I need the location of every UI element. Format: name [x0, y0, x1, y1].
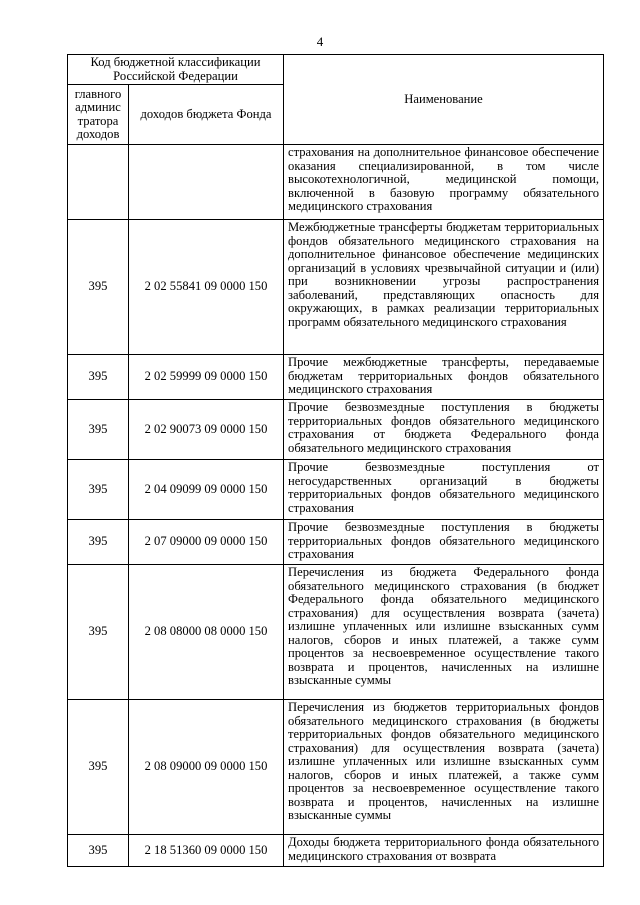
name-cell: Прочие безвозмездные поступления в бюджеты территориальных фондов обязательного медицинского страхования	[284, 520, 604, 565]
income-column-header: доходов бюджета Фонда	[129, 85, 284, 145]
income-code-cell: 2 02 59999 09 0000 150	[129, 355, 284, 400]
name-cell: Прочие межбюджетные трансферты, передаваемые бюджетам территориальных фондов обязательного медицинского страхования	[284, 355, 604, 400]
admin-code-cell	[68, 145, 129, 220]
page-number: 4	[316, 34, 324, 49]
admin-code-cell: 395	[68, 460, 129, 520]
income-code-cell	[129, 145, 284, 220]
table-row	[68, 400, 604, 460]
income-code-cell: 2 04 09099 09 0000 150	[129, 460, 284, 520]
table-row	[68, 220, 604, 355]
admin-code-cell: 395	[68, 565, 129, 700]
name-cell: страхования на дополнительное финансовое обеспечение оказания специализированной, в том числе высокотехнологичной, медицинской помощи, включенной в базовую программу обязательного медицинского страхования	[284, 145, 604, 220]
kbk-group-header: Код бюджетной классификации Российской Федерации	[68, 55, 284, 85]
name-column-header: Наименование	[284, 55, 604, 145]
header-row-1	[68, 55, 604, 85]
admin-column-header: главного админис тратора доходов	[68, 85, 129, 145]
admin-code-cell: 395	[68, 400, 129, 460]
admin-code-cell: 395	[68, 520, 129, 565]
table-row	[68, 355, 604, 400]
income-code-cell: 2 18 51360 09 0000 150	[129, 835, 284, 867]
admin-code-cell: 395	[68, 835, 129, 867]
budget-classification-table	[67, 54, 604, 867]
name-cell: Прочие безвозмездные поступления от негосударственных организаций в бюджеты территориальных фондов обязательного медицинского страхования	[284, 460, 604, 520]
income-code-cell: 2 07 09000 09 0000 150	[129, 520, 284, 565]
table-row	[68, 835, 604, 867]
table-row	[68, 520, 604, 565]
table-row	[68, 700, 604, 835]
income-code-cell: 2 02 55841 09 0000 150	[129, 220, 284, 355]
name-cell: Доходы бюджета территориального фонда обязательного медицинского страхования от возврата	[284, 835, 604, 867]
table-row	[68, 565, 604, 700]
name-cell: Перечисления из бюджетов территориальных фондов обязательного медицинского страхования (в бюджеты территориальных фондов обязательного медицинского страхования) для осуществления возврата (зачета) излишне уплаченных или излишне взысканных сумм налогов, сборов и иных платежей, а также сумм процентов за несвоевременное осуществление такого возврата и процентов, начисленных на излишне взысканные суммы	[284, 700, 604, 835]
name-cell: Межбюджетные трансферты бюджетам территориальных фондов обязательного медицинского страхования на дополнительное финансовое обеспечение медицинских организаций в условиях чрезвычайной ситуации и (или) при возникновении угрозы распространения заболеваний, представляющих опасность для окружающих, в рамках реализации территориальных программ обязательного медицинского страхования	[284, 220, 604, 355]
name-cell: Прочие безвозмездные поступления в бюджеты территориальных фондов обязательного медицинского страхования от бюджета Федерального фонда обязательного медицинского страхования	[284, 400, 604, 460]
admin-code-cell: 395	[68, 355, 129, 400]
income-code-cell: 2 02 90073 09 0000 150	[129, 400, 284, 460]
income-code-cell: 2 08 09000 09 0000 150	[129, 700, 284, 835]
name-cell: Перечисления из бюджета Федерального фонда обязательного медицинского страхования (в бюджет Федерального фонда обязательного медицинского страхования) для осуществления возврата (зачета) излишне уплаченных или излишне взысканных сумм налогов, сборов и иных платежей, а также сумм процентов за несвоевременное осуществление такого возврата и процентов, начисленных на излишне взысканные суммы	[284, 565, 604, 700]
admin-code-cell: 395	[68, 700, 129, 835]
admin-code-cell: 395	[68, 220, 129, 355]
table-row	[68, 460, 604, 520]
income-code-cell: 2 08 08000 08 0000 150	[129, 565, 284, 700]
table-row	[68, 145, 604, 220]
